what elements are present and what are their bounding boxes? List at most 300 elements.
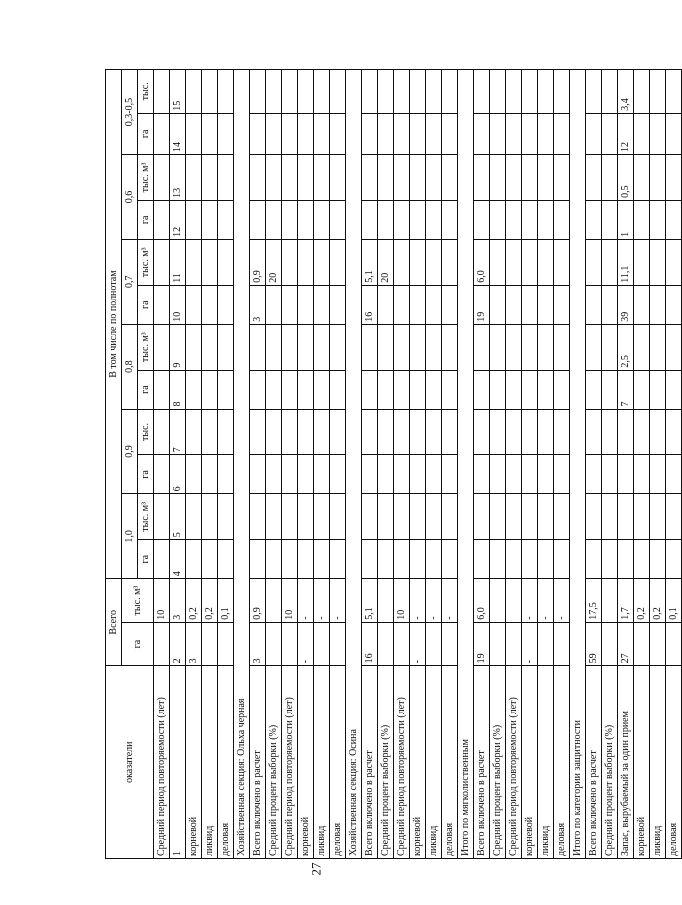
table-row [250,70,266,859]
cell-value [442,239,458,285]
cell-value [634,70,650,114]
rotated-table-wrapper [105,69,679,859]
cell-value [490,70,506,114]
cell-value [650,200,666,239]
cell-value: 16 [362,285,378,324]
row-label: Средний период повторяемости (лет) [282,666,298,859]
row-label: ликвид [650,666,666,859]
table-row [506,70,522,859]
cell-value [602,540,618,579]
cell-value [266,455,282,494]
cell-value [410,540,426,579]
cell-value [330,409,346,455]
cell-value [186,113,202,154]
cell-value [394,239,410,285]
row-label: Средний процент выборки (%) [490,666,506,859]
header-unit-ha: га [138,455,154,494]
cell-value [522,285,538,324]
cell-value [634,409,650,455]
cell-value [506,155,522,201]
cell-value [538,285,554,324]
cell-value [490,622,506,666]
cell-value [490,579,506,623]
cell-value [474,540,490,579]
cell-value [602,70,618,114]
cell-value [250,409,266,455]
cell-value [186,324,202,370]
row-label: Всего включено в расчет [362,666,378,859]
cell-value [554,200,570,239]
cell-value [474,155,490,201]
cell-value [522,155,538,201]
cell-value: 5,1 [362,239,378,285]
cell-value [298,285,314,324]
cell-value: 11,1 [618,239,634,285]
cell-value [314,70,330,114]
cell-value [330,455,346,494]
cell-value [314,200,330,239]
cell-value [442,540,458,579]
cell-value [410,113,426,154]
cell-value [362,200,378,239]
cell-value [442,155,458,201]
cell-value [218,155,234,201]
cell-value [394,155,410,201]
cell-value [442,455,458,494]
cell-value [362,324,378,370]
cell-value [186,70,202,114]
cell-value [154,455,170,494]
cell-value [394,409,410,455]
row-label: Всего включено в расчет [474,666,490,859]
cell-value [506,579,522,623]
cell-value [634,455,650,494]
cell-value [266,494,282,540]
cell-value: 16 [362,622,378,666]
cell-value [282,494,298,540]
cell-value: 8 [170,370,186,409]
cell-value [378,370,394,409]
cell-value [634,324,650,370]
cell-value [634,239,650,285]
cell-value [330,155,346,201]
cell-value [378,409,394,455]
header-unit-vol: тыс. м³ [138,239,154,285]
cell-value [266,200,282,239]
cell-value [394,622,410,666]
cell-value [554,155,570,201]
cell-value [394,370,410,409]
cell-value [202,239,218,285]
cell-value: 0,2 [634,579,650,623]
cell-value: 12 [618,113,634,154]
cell-value [394,540,410,579]
cell-value: 3 [186,622,202,666]
cell-value [250,494,266,540]
cell-value [154,409,170,455]
table-row [490,70,506,859]
cell-value [218,239,234,285]
header-total-vol: тыс. м³ [122,579,154,623]
cell-value [602,494,618,540]
row-label: ликвид [202,666,218,859]
cell-value [394,70,410,114]
cell-value [362,155,378,201]
cell-value: 10 [154,579,170,623]
cell-value [426,70,442,114]
cell-value [490,540,506,579]
cell-value [218,622,234,666]
cell-value: - [426,579,442,623]
cell-value [554,409,570,455]
cell-value [330,239,346,285]
cell-value [426,494,442,540]
row-label: корневой [186,666,202,859]
cell-value [378,579,394,623]
cell-value [154,200,170,239]
cell-value [298,239,314,285]
cell-value [154,324,170,370]
cell-value [650,622,666,666]
cell-value: 0,5 [618,155,634,201]
cell-value [522,113,538,154]
cell-value: 2,5 [618,324,634,370]
header-density: 1,0 [122,494,138,579]
cell-value [522,370,538,409]
cell-value [218,324,234,370]
table-row [378,70,394,859]
cell-value [314,239,330,285]
cell-value [410,324,426,370]
cell-value [330,285,346,324]
cell-value [362,70,378,114]
cell-value: 1,7 [618,579,634,623]
cell-value [250,540,266,579]
cell-value [266,579,282,623]
cell-value [602,622,618,666]
cell-value [506,370,522,409]
cell-value [266,324,282,370]
cell-value [378,622,394,666]
cell-value: 4 [170,540,186,579]
cell-value [202,155,218,201]
cell-value [538,70,554,114]
cell-value: 11 [170,239,186,285]
cell-value [250,155,266,201]
header-density: 0,6 [122,155,138,240]
row-label: деловая [330,666,346,859]
cell-value [522,324,538,370]
cell-value [586,239,602,285]
cell-value [266,113,282,154]
cell-value [154,370,170,409]
cell-value [634,540,650,579]
cell-value [490,370,506,409]
cell-value [426,409,442,455]
cell-value [602,239,618,285]
row-label: Средний процент выборки (%) [266,666,282,859]
cell-value [410,370,426,409]
cell-value [666,370,682,409]
cell-value [506,285,522,324]
cell-value [250,113,266,154]
cell-value [474,70,490,114]
cell-value [410,239,426,285]
cell-value [426,200,442,239]
cell-value [202,285,218,324]
cell-value [330,324,346,370]
cell-value: - [522,579,538,623]
cell-value [506,455,522,494]
row-label: Всего включено в расчет [586,666,602,859]
cell-value [282,285,298,324]
cell-value [410,285,426,324]
cell-value [666,409,682,455]
cell-value [314,324,330,370]
cell-value [266,409,282,455]
cell-value [474,324,490,370]
section-header-row [570,70,586,859]
cell-value [554,239,570,285]
row-label: ликвид [426,666,442,859]
cell-value [442,370,458,409]
header-density: 0,7 [122,239,138,324]
cell-value [202,540,218,579]
cell-value [218,113,234,154]
cell-value: 19 [474,622,490,666]
cell-value [586,155,602,201]
cell-value [218,70,234,114]
cell-value [298,455,314,494]
cell-value [314,622,330,666]
cell-value [442,113,458,154]
cell-value [666,540,682,579]
cell-value [538,239,554,285]
cell-value [490,324,506,370]
table-row [442,70,458,859]
cell-value [634,370,650,409]
cell-value [490,409,506,455]
cell-value [554,622,570,666]
cell-value: - [410,622,426,666]
section-header-row [346,70,362,859]
cell-value [522,455,538,494]
cell-value [586,285,602,324]
cell-value [602,455,618,494]
cell-value: 0,9 [250,239,266,285]
header-density: 0,3-0,5 [122,70,138,155]
cell-value [586,370,602,409]
cell-value [410,455,426,494]
cell-value [298,324,314,370]
cell-value [218,285,234,324]
cell-value [154,70,170,114]
cell-value: - [522,622,538,666]
cell-value [266,155,282,201]
forest-calculation-table [105,69,682,859]
header-unit-vol: тыс. м³ [138,155,154,201]
cell-value [650,540,666,579]
cell-value [554,285,570,324]
cell-value: 2 [170,622,186,666]
cell-value: - [330,579,346,623]
cell-value [394,494,410,540]
cell-value [298,155,314,201]
section-header-row [458,70,474,859]
cell-value [506,540,522,579]
cell-value [330,370,346,409]
header-density: 0,8 [122,324,138,409]
cell-value [266,622,282,666]
cell-value [362,455,378,494]
cell-value [298,370,314,409]
cell-value [282,70,298,114]
cell-value [474,113,490,154]
cell-value [634,622,650,666]
row-label: Средний период повторяемости (лет) [154,666,170,859]
row-label: деловая [666,666,682,859]
table-body [154,70,682,859]
cell-value [362,370,378,409]
cell-value [586,113,602,154]
cell-value: - [298,622,314,666]
cell-value [538,155,554,201]
table-row [666,70,682,859]
cell-value [202,455,218,494]
cell-value [186,239,202,285]
cell-value [650,239,666,285]
cell-value [218,455,234,494]
header-unit-vol: тыс. м³ [138,324,154,370]
cell-value [282,155,298,201]
cell-value [586,540,602,579]
cell-value: 1 [618,200,634,239]
cell-value [554,540,570,579]
cell-value [602,409,618,455]
cell-value: 10 [170,285,186,324]
cell-value [474,370,490,409]
section-title: Хозяйственная секция: Ольха черная [234,70,250,859]
cell-value [554,113,570,154]
cell-value [314,409,330,455]
cell-value [426,285,442,324]
cell-value: 13 [170,155,186,201]
table-row [650,70,666,859]
cell-value [634,200,650,239]
table-row [426,70,442,859]
cell-value [538,409,554,455]
section-title: Хозяйственная секция: Осина [346,70,362,859]
cell-value [314,285,330,324]
cell-value [314,540,330,579]
header-unit-ha: га [138,370,154,409]
cell-value [314,494,330,540]
row-label: ликвид [314,666,330,859]
cell-value [538,540,554,579]
cell-value [378,155,394,201]
header-unit-vol: тыс. [138,70,154,114]
cell-value [186,540,202,579]
cell-value [362,540,378,579]
table-row [186,70,202,859]
cell-value: - [538,579,554,623]
cell-value [394,113,410,154]
cell-value [554,455,570,494]
table-row [602,70,618,859]
cell-value: 20 [266,239,282,285]
cell-value [314,155,330,201]
cell-value [282,324,298,370]
cell-value [474,494,490,540]
cell-value [442,285,458,324]
cell-value [218,409,234,455]
header-unit-ha: га [138,540,154,579]
cell-value [538,113,554,154]
cell-value [442,200,458,239]
row-label: корневой [410,666,426,859]
cell-value [666,200,682,239]
table-row [586,70,602,859]
header-unit-vol: тыс. м³ [138,494,154,540]
cell-value [410,70,426,114]
cell-value [666,324,682,370]
cell-value [426,622,442,666]
cell-value [634,155,650,201]
cell-value [394,455,410,494]
cell-value: 10 [394,579,410,623]
row-label: ликвид [538,666,554,859]
table-row [330,70,346,859]
cell-value [330,200,346,239]
table-row [202,70,218,859]
cell-value [298,200,314,239]
cell-value [250,455,266,494]
cell-value: 3 [250,285,266,324]
cell-value [522,540,538,579]
cell-value [330,622,346,666]
cell-value [554,370,570,409]
row-label: деловая [218,666,234,859]
cell-value [154,113,170,154]
cell-value [538,324,554,370]
cell-value [394,324,410,370]
cell-value [666,155,682,201]
cell-value: 3 [250,622,266,666]
cell-value [666,455,682,494]
cell-value: 0,2 [650,579,666,623]
cell-value [202,622,218,666]
section-header-row [234,70,250,859]
header-unit-ha: га [138,113,154,154]
cell-value [202,113,218,154]
cell-value: - [314,579,330,623]
cell-value: 9 [170,324,186,370]
cell-value [426,155,442,201]
cell-value [522,200,538,239]
cell-value [666,622,682,666]
cell-value [442,622,458,666]
table-row [394,70,410,859]
cell-value [330,70,346,114]
cell-value [650,455,666,494]
cell-value [250,70,266,114]
cell-value [218,370,234,409]
cell-value [378,113,394,154]
header-indicators: оказатели [106,666,154,859]
cell-value [522,409,538,455]
table-row [474,70,490,859]
cell-value [410,494,426,540]
